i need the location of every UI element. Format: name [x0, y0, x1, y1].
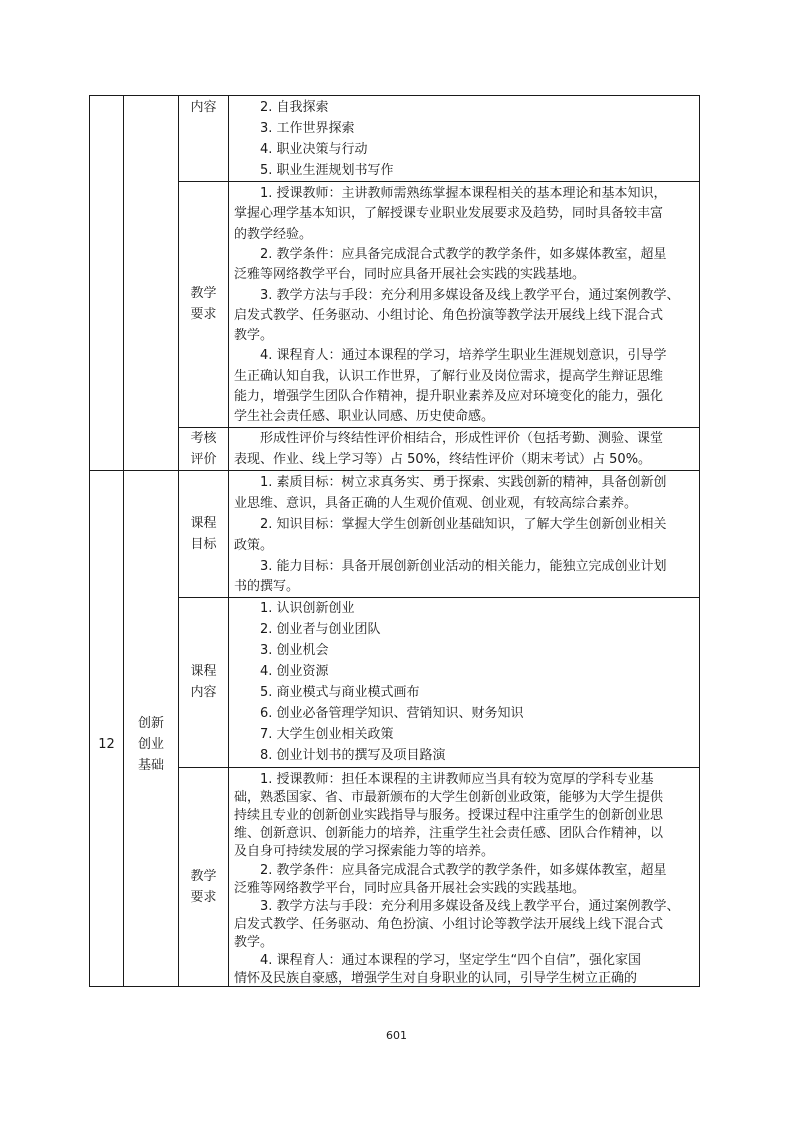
requirement-line: 3. 教学方法与手段：充分利用多媒设备及线上教学平台，通过案例教学、: [260, 287, 680, 303]
requirement-line: 础，熟悉国家、省、市最新颁布的大学生创新创业政策，能够为大学生提供: [234, 790, 664, 806]
table-top-border: [89, 95, 700, 96]
content-line: 3. 工作世界探索: [260, 121, 355, 136]
requirement-line: 生正确认知自我，认识工作世界，了解行业及岗位需求，提高学生辩证思维: [234, 368, 664, 384]
goal-line: 2. 知识目标：掌握大学生创新创业基础知识，了解大学生创新创业相关: [260, 517, 667, 532]
goal-line: 书的撰写。: [234, 579, 300, 594]
content-item: 8. 创业计划书的撰写及项目路演: [260, 748, 446, 763]
course-goal-label: 课程 目标: [190, 516, 217, 552]
requirement-line: 持续且专业的创新创业实践指导与服务。授课过程中注重学生的创新创业思: [234, 808, 664, 824]
table-right-border: [699, 95, 700, 987]
requirement-line: 1. 授课教师：主讲教师需熟练掌握本课程相关的基本理论和基本知识，: [260, 186, 667, 201]
requirement-line: 学生社会责任感、职业认同感、历史使命感。: [234, 409, 495, 425]
content-item: 5. 商业模式与商业模式画布: [260, 685, 420, 700]
requirement-line: 维、创新意识、创新能力的培养，注重学生社会责任感、团队合作精神，以: [234, 826, 664, 842]
assessment-line: 形成性评价与终结性评价相结合，形成性评价（包括考勤、测验、课堂: [260, 431, 664, 446]
content-label: 内容: [190, 100, 217, 115]
requirement-line: 能力，增强学生团队合作精神，提升职业素养及应对环境变化的能力，强化: [234, 389, 664, 404]
assessment-line: 表现、作业、线上学习等）占 50%，终结性评价（期末考试）占 50%。: [234, 452, 652, 467]
teaching-requirements-label-12: 教学 要求: [190, 869, 217, 905]
content-line: 4. 职业决策与行动: [260, 142, 368, 157]
requirement-line: 4. 课程育人：通过本课程的学习，坚定学生“四个自信”，强化家国: [260, 953, 642, 968]
content-line: 5. 职业生涯规划书写作: [260, 163, 394, 178]
row-number: 12: [98, 737, 115, 752]
content-item: 2. 创业者与创业团队: [260, 622, 381, 637]
requirement-line: 情怀及民族自豪感，增强学生对自身职业的认同，引导学生树立正确的: [234, 971, 638, 987]
requirement-line: 教学。: [234, 934, 274, 950]
content-item: 3. 创业机会: [260, 643, 329, 658]
content-item: 7. 大学生创业相关政策: [260, 727, 394, 742]
requirement-line: 启发式教学、任务驱动、角色扮演、小组讨论等教学法开展线上线下混合式: [234, 916, 664, 932]
requirement-line: 启发式教学、任务驱动、小组讨论、角色扮演等教学法开展线上线下混合式: [234, 307, 664, 323]
requirement-line: 1. 授课教师：担任本课程的主讲教师应当具有较为宽厚的学科专业基: [260, 772, 654, 787]
requirement-line: 泛雅等网络教学平台，同时应具备开展社会实践的实践基地。: [234, 880, 586, 896]
page-number: 601: [386, 1029, 407, 1042]
content-item: 1. 认识创新创业: [260, 601, 355, 616]
requirement-line: 4. 课程育人：通过本课程的学习，培养学生职业生涯规划意识，引导学: [260, 348, 667, 364]
column-divider-1: [123, 95, 124, 987]
content-line: 2. 自我探索: [260, 100, 329, 115]
course-content-label: 课程 内容: [190, 664, 217, 700]
divider-goal-content: [178, 597, 700, 598]
requirement-line: 2. 教学条件：应具备完成混合式教学的教学条件，如多媒体教室，超星: [260, 862, 667, 878]
goal-line: 政策。: [234, 538, 274, 553]
requirement-line: 的教学经验。: [234, 226, 313, 242]
column-divider-3: [228, 95, 229, 987]
goal-line: 业思维、意识，具备正确的人生观价值观、创业观，有较高综合素养。: [234, 496, 638, 511]
requirement-line: 教学。: [234, 328, 274, 344]
requirement-line: 泛雅等网络教学平台，同时应具备开展社会实践的实践基地。: [234, 267, 586, 283]
content-item: 4. 创业资源: [260, 664, 329, 679]
goal-line: 3. 能力目标：具备开展创新创业活动的相关能力，能独立完成创业计划: [260, 559, 667, 574]
requirement-line: 2. 教学条件：应具备完成混合式教学的教学条件，如多媒体教室，超星: [260, 246, 667, 262]
requirement-line: 3. 教学方法与手段：充分利用多媒设备及线上教学平台，通过案例教学、: [260, 898, 680, 914]
goal-line: 1. 素质目标：树立求真务实、勇于探索、实践创新的精神，具备创新创: [260, 475, 667, 490]
divider-course-row: [89, 470, 700, 471]
divider-content-req: [178, 181, 700, 182]
assessment-label: 考核 评价: [190, 431, 217, 467]
requirement-line: 掌握心理学基本知识，了解授课专业职业发展要求及趋势，同时具备较丰富: [234, 206, 664, 222]
course-name: 创新 创业 基础: [137, 716, 164, 773]
content-item: 6. 创业必备管理学知识、营销知识、财务知识: [260, 706, 524, 721]
requirement-line: 及自身可持续发展的学习探索能力等的培养。: [234, 844, 495, 860]
teaching-requirements-label: 教学 要求: [190, 286, 217, 322]
divider-content-req-12: [178, 767, 700, 768]
table-left-border: [89, 95, 90, 987]
